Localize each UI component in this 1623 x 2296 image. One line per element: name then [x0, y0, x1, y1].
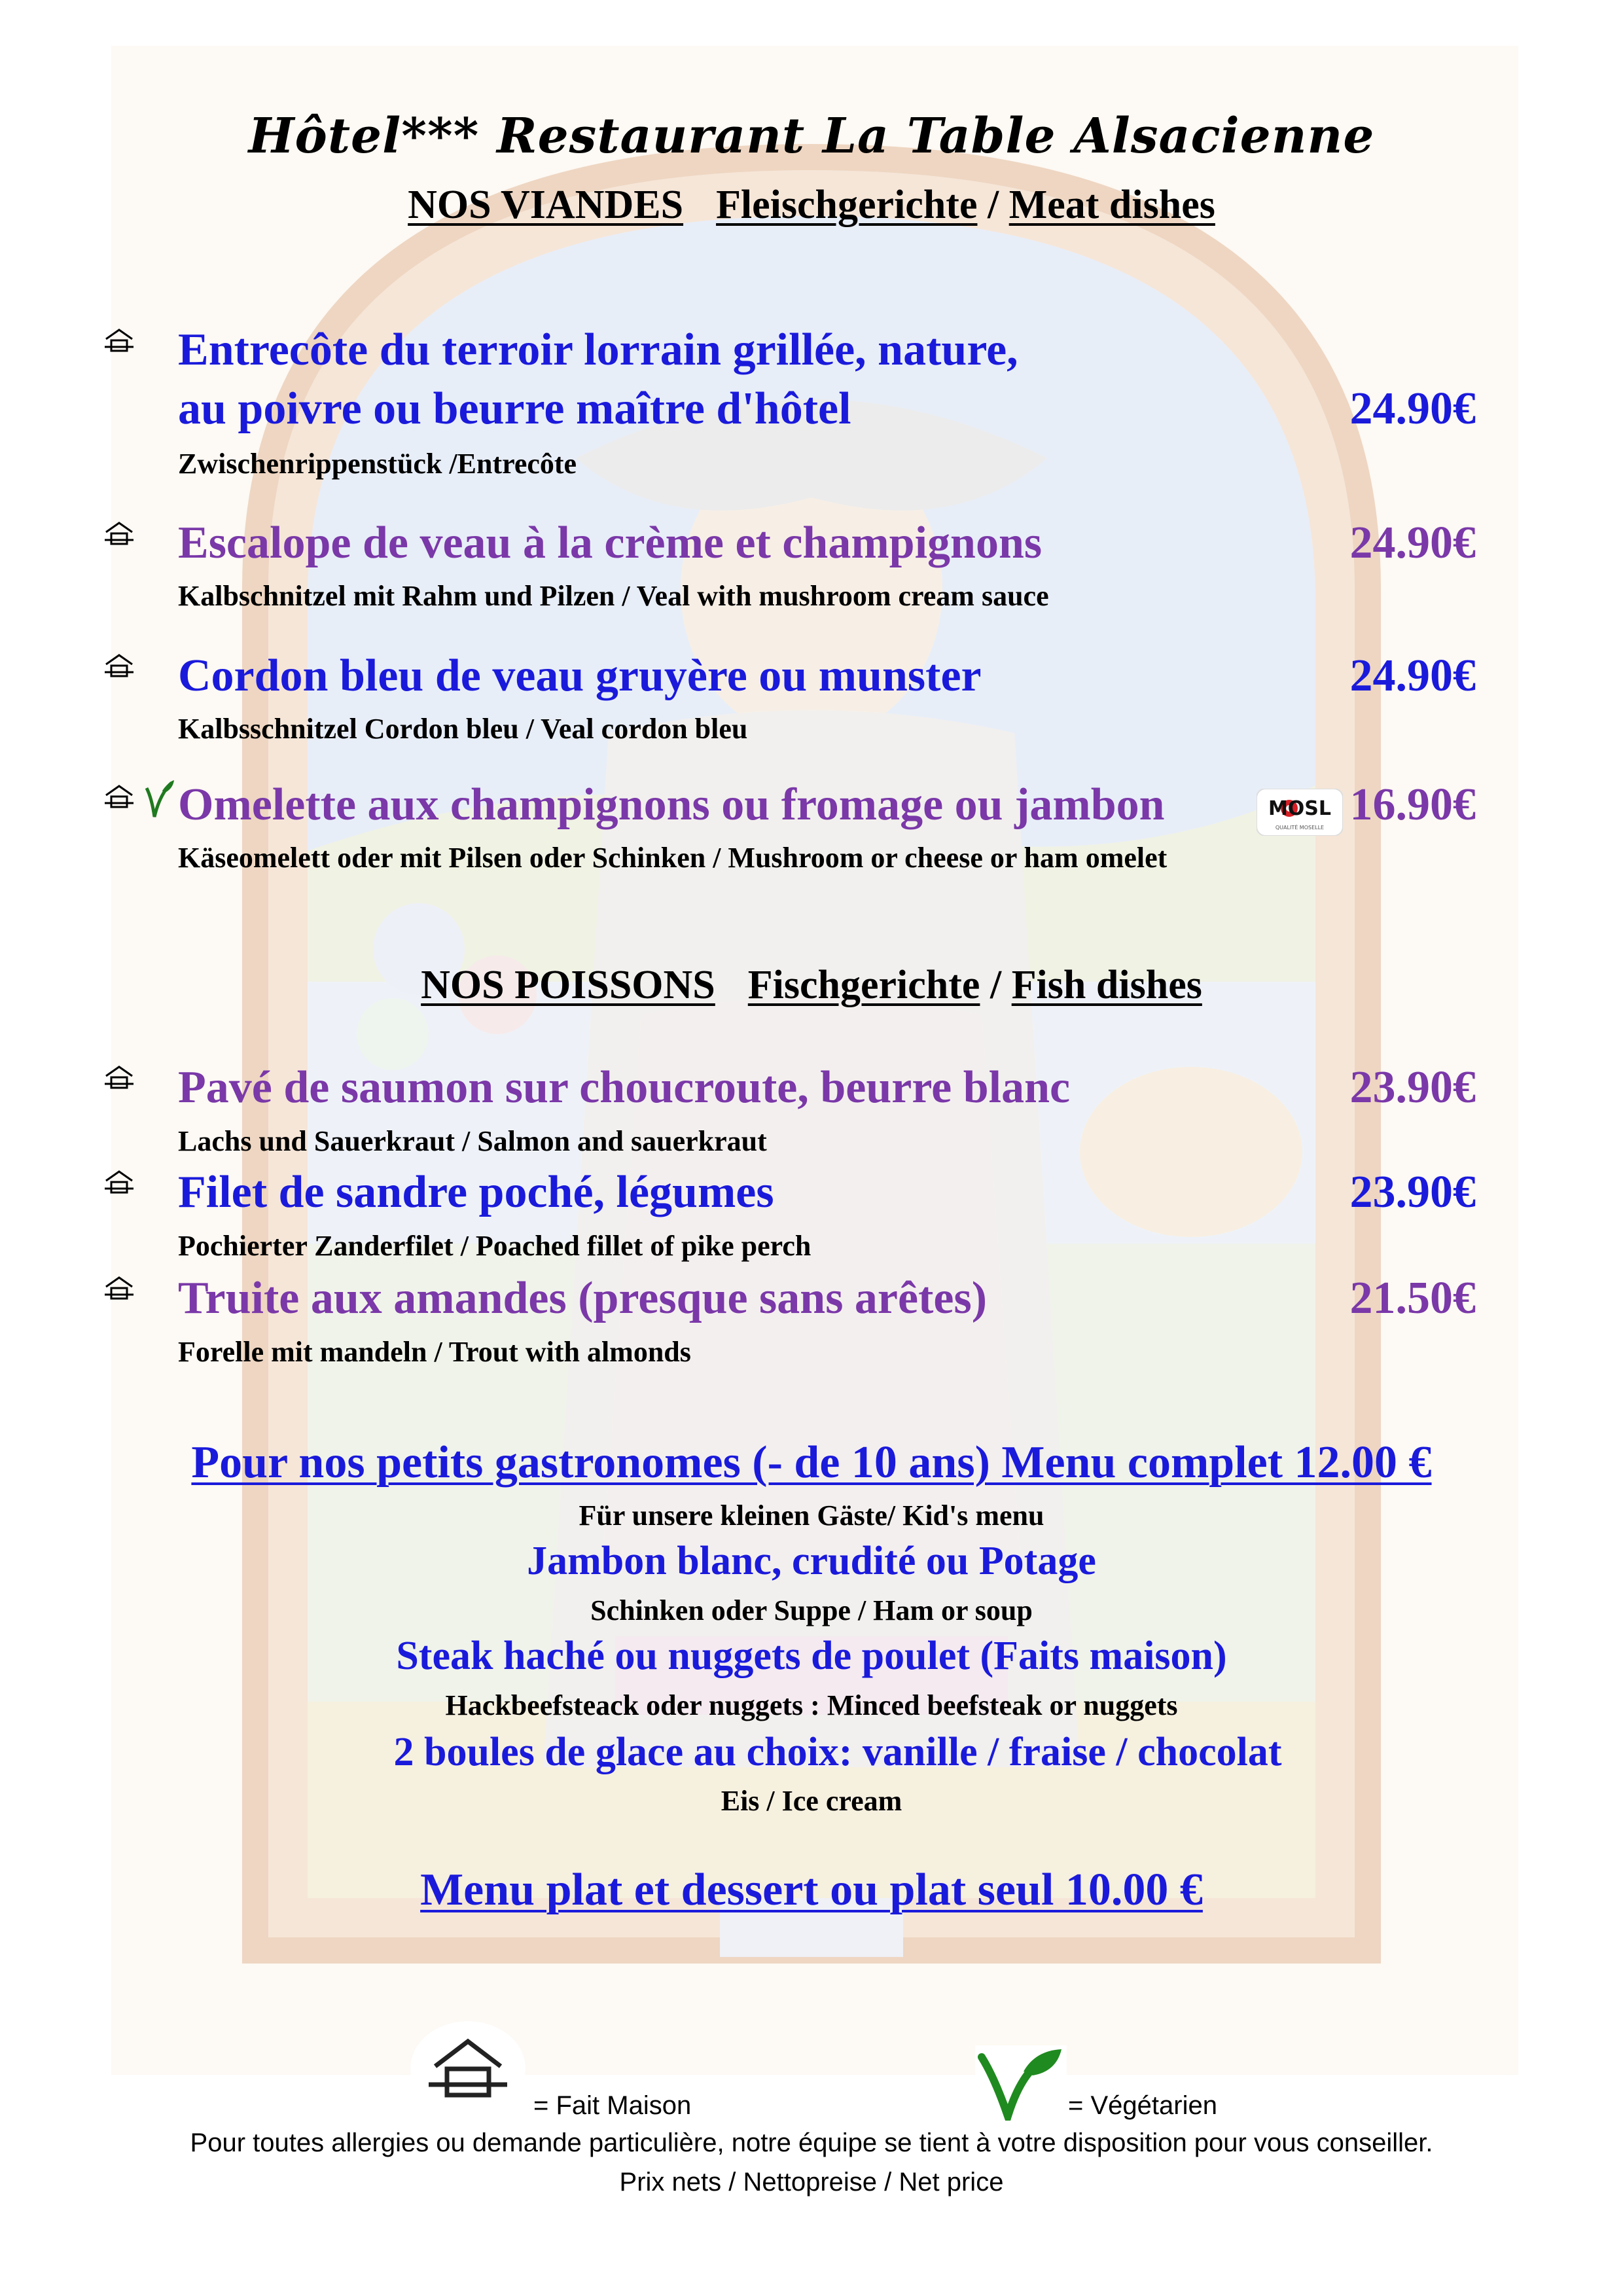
dish-name: Truite aux amandes (presque sans arêtes): [178, 1273, 988, 1323]
fait-maison-icon: [103, 653, 135, 679]
kids-menu-secondary: Menu plat et dessert ou plat seul 10.00 €: [420, 1865, 1203, 1915]
mosl-logo-text: MOSL: [1268, 797, 1332, 820]
dish-name: Cordon bleu de veau gruyère ou munster: [178, 651, 982, 701]
dish-name: Filet de sandre poché, légumes: [178, 1167, 774, 1217]
footer-prices-note: Prix nets / Nettopreise / Net price: [619, 2168, 1004, 2197]
dish-subtitle: Käseomelett oder mit Pilsen oder Schinken / Mushroom or cheese or ham omelet: [178, 842, 1168, 874]
fait-maison-icon: [103, 1064, 135, 1090]
dish-subtitle: Lachs und Sauerkraut / Salmon and sauerkraut: [178, 1125, 767, 1157]
dish-name: Escalope de veau à la crème et champignons: [178, 518, 1043, 568]
kids-dish-subtitle: Eis / Ice cream: [721, 1785, 902, 1817]
mosl-logo-subtext: QUALITÉ MOSELLE: [1275, 825, 1325, 831]
dish-price: 23.90€: [1349, 1167, 1476, 1217]
section-sep: /: [990, 963, 1002, 1007]
dish-name: Omelette aux champignons ou fromage ou jambon: [178, 780, 1165, 830]
section-sep: /: [987, 183, 999, 227]
vegetarian-legend-icon: [975, 2045, 1067, 2121]
section-heading-fish: [0, 962, 1623, 1009]
dish-price: 24.90€: [1349, 651, 1476, 701]
dish-subtitle: Forelle mit mandeln / Trout with almonds: [178, 1336, 691, 1368]
fait-maison-icon: [103, 520, 135, 547]
kids-menu-heading: Pour nos petits gastronomes (- de 10 ans) Menu complet 12.00 €: [191, 1437, 1432, 1488]
section-de: Fleischgerichte: [716, 183, 978, 227]
section-heading-meat: [0, 182, 1623, 228]
kids-dish-subtitle: Hackbeefsteack oder nuggets : Minced beefsteak or nuggets: [445, 1689, 1178, 1721]
dish-subtitle: Kalbschnitzel mit Rahm und Pilzen / Veal with mushroom cream sauce: [178, 580, 1049, 612]
section-en: Fish dishes: [1011, 963, 1202, 1007]
dish-name-line1: Entrecôte du terroir lorrain grillée, nature,: [178, 325, 1018, 375]
section-en: Meat dishes: [1008, 183, 1215, 227]
kids-menu-subtitle: Für unsere kleinen Gäste/ Kid's menu: [579, 1499, 1044, 1532]
kids-dish: Steak haché ou nuggets de poulet (Faits maison): [396, 1634, 1227, 1678]
section-de: Fischgerichte: [747, 963, 980, 1007]
dish-name-line2: au poivre ou beurre maître d'hôtel: [178, 384, 851, 434]
fait-maison-icon: [103, 783, 135, 810]
legend-fait-maison: = Fait Maison: [533, 2091, 692, 2120]
footer-allergy-note: Pour toutes allergies ou demande particulière, notre équipe se tient à votre disposition pour vous conseiller.: [190, 2128, 1433, 2157]
vegetarian-icon: [143, 779, 175, 819]
dish-price: 24.90€: [1349, 384, 1476, 434]
dish-price: 21.50€: [1349, 1273, 1476, 1323]
dish-subtitle: Zwischenrippenstück /Entrecôte: [178, 448, 577, 480]
section-fr: NOS VIANDES: [408, 183, 684, 227]
mosl-quality-logo: [1257, 789, 1343, 836]
legend-vegetarien: = Végétarien: [1068, 2091, 1217, 2120]
fait-maison-legend-icon: [409, 2019, 527, 2117]
restaurant-title: Hôtel*** Restaurant La Table Alsacienne: [248, 108, 1375, 164]
kids-dish-subtitle: Schinken oder Suppe / Ham or soup: [590, 1594, 1033, 1626]
fait-maison-icon: [103, 1169, 135, 1195]
dish-name: Pavé de saumon sur choucroute, beurre blanc: [178, 1062, 1071, 1113]
fait-maison-icon: [103, 1275, 135, 1301]
kids-dish: Jambon blanc, crudité ou Potage: [527, 1539, 1096, 1583]
dish-subtitle: Pochierter Zanderfilet / Poached fillet of pike perch: [178, 1230, 812, 1262]
dish-price: 16.90€: [1349, 780, 1476, 830]
dish-price: 24.90€: [1349, 518, 1476, 568]
dish-price: 23.90€: [1349, 1062, 1476, 1113]
kids-dish: 2 boules de glace au choix: vanille / fraise / chocolat: [393, 1730, 1282, 1774]
section-fr: NOS POISSONS: [421, 963, 715, 1007]
fait-maison-icon: [103, 327, 135, 353]
dish-subtitle: Kalbsschnitzel Cordon bleu / Veal cordon bleu: [178, 713, 748, 745]
